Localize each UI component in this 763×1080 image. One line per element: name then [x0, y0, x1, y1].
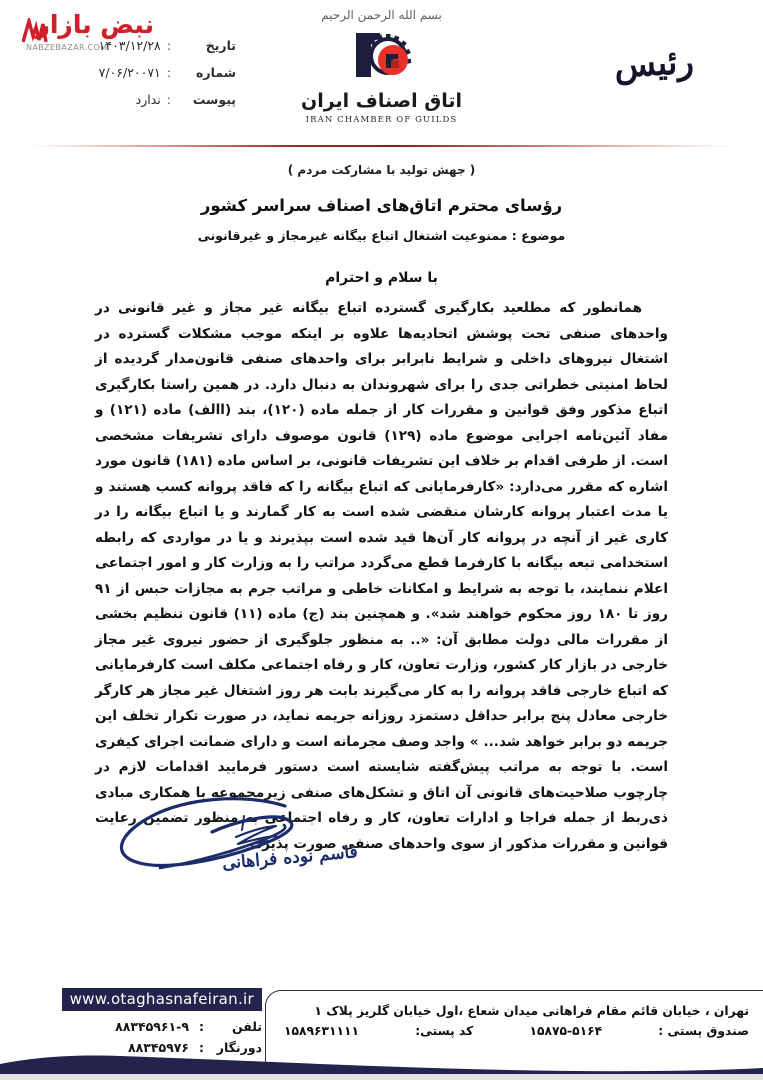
footer-phone-value: ۸۸۳۴۵۹۶۱-۹ [115, 1019, 189, 1034]
signer-name: قاسم نوده فراهانی [221, 842, 359, 874]
watermark-brand: نبض بازار [35, 10, 154, 39]
footer-phone-label: تلفن [231, 1019, 262, 1034]
meta-label-number: شماره [196, 65, 236, 80]
watermark-sub: NABZEBAZAR.COM [26, 43, 108, 52]
letterhead-header [0, 0, 763, 140]
footer-po-box-value: ۱۵۸۷۵-۵۱۶۴ [529, 1024, 603, 1038]
organization-name-fa: اتاق اصناف ایران [300, 90, 463, 112]
bismillah-text: بسم الله الرحمن الرحیم [321, 8, 442, 22]
subject-line: موضوع : ممنوعیت اشتغال اتباع بیگانه غیرمجاز و غیرقانونی [197, 228, 566, 243]
footer-postal-code-value: ۱۵۸۹۶۳۱۱۱۱ [284, 1024, 360, 1038]
meta-colon-date: : [166, 38, 171, 53]
footer-fax-label: دورنگار [216, 1040, 262, 1055]
meta-value-date: ۱۴۰۳/۱۲/۲۸ [98, 38, 161, 53]
letter-body-paragraph: همانطور که مطلعید بکارگیری گسترده اتباع بیگانه غیر مجاز و غیر قانونی در واحدهای صنفی تحت پوشش اتحادیه‌ها علاوه بر اینکه موجب مشکلات گسترده در اشتغال نیروهای داخلی و شرایط نابرابر برای واحدهای صنفی قانون‌مدار گردیده از لحاظ امنیتی خطراتی جدی را برای شهروندان به دنبال دارد. در همین راستا بکارگیری اتباع مذکور وفق قوانین و مقررات کار از جمله ماده (۱۲۰)، بند (االف) ماده (۱۲۱) و مفاد آئین‌نامه اجرایی موضوع ماده (۱۲۹) قانون موصوف دارای تشریفات مشخصی است. از طرفی اقدام بر خلاف این تشریفات قانونی، بر اساس ماده (۱۸۱) قانون مورد اشاره که مقرر می‌دارد: «کارفرمایانی که اتباع بیگانه را که فاقد پروانه کسب هستند و یا مدت اعتبار پروانه کارشان منقضی شده است به کار گمارند و یا اتباع بیگانه را در کاری غیر از آنچه در پروانه کار آن‌ها قید شده است بپذیرند و یا در مواردی که رابطه استخدامی تبعه بیگانه با کارفرما قطع می‌گردد مراتب را به وزارت کار و امور اجتماعی اعلام ننمایند، با توجه به شرایط و امکانات خاطی و مراتب جرم به مجازات حبس از ۹۱ روز تا ۱۸۰ روز محکوم خواهند شد». و همچنین بند (ج) ماده (۱۱) قانون تنظیم بخشی از مقررات مالی دولت مطابق آن: «.. به منظور جلوگیری از حضور نیروی غیر مجاز خارجی در بازار کار کشور، وزارت تعاون، کار و رفاه اجتماعی مکلف است کارفرمایانی که اتباع خارجی فاقد پروانه را به کار می‌گیرند بابت هر روز اشتغال غیر مجاز هر کارگر خارجی معادل پنج برابر حداقل دستمزد روزانه جریمه نماید، در صورت تکرار تخلف این جریمه دو برابر خواهد شد... » واجد وصف مجرمانه است و دارای ضمانت اجرای کیفری است. با توجه به مراتب پیش‌گفته شایسته است دستور فرمایید اقدامات لازم در چارچوب صلاحیت‌های قانونی آن اتاق و تشکل‌های صنفی زیرمجموعه با همکاری مبادی ذی‌ربط از جمله فراجا و ادارات تعاون، کار و رفاه اجتماعی به منظور تضمین رعایت قوانین و مقررات مذکور از سوی واحدهای صنفی صورت پذیرد. [95, 300, 668, 852]
letter-meta [0, 38, 250, 119]
footer-po-box-label: صندوق پستی : [658, 1024, 749, 1038]
letterhead-footer [0, 968, 763, 1080]
website-url[interactable]: www.otaghasnafeiran.ir [62, 988, 262, 1011]
organization-logo-block [267, 6, 497, 125]
meta-colon-attachment: : [166, 92, 171, 107]
sender-role-title: رئیس [613, 41, 695, 87]
footer-postal-code-label: کد پستی: [415, 1024, 474, 1038]
year-slogan: ( جهش تولید با مشارکت مردم ) [287, 163, 476, 177]
footer-contact-block [12, 988, 262, 1058]
meta-value-number: ۷/۰۶/۲۰۰۷۱ [98, 65, 161, 80]
meta-row-number [0, 65, 236, 92]
footer-phone-row: تلفن : ۸۸۳۴۵۹۶۱-۹ [12, 1016, 262, 1037]
meta-colon-number: : [166, 65, 171, 80]
footer-postal-row [284, 1021, 749, 1041]
page-bottom-strip [0, 1074, 763, 1080]
header-divider [28, 145, 735, 147]
addressee-line: رؤسای محترم اتاق‌های اصناف سراسر کشور [200, 196, 563, 215]
meta-row-attachment [0, 92, 236, 119]
meta-value-attachment: ندارد [135, 92, 161, 107]
meta-row-date [0, 38, 236, 65]
meta-label-date: تاریخ [205, 38, 236, 53]
signature-block [0, 788, 763, 900]
chamber-of-guilds-emblem-icon [336, 27, 428, 83]
salutation: با سلام و احترام [325, 270, 438, 286]
letter-body [95, 296, 668, 857]
footer-address-box [265, 990, 763, 1062]
footer-fax-value: ۸۸۳۴۵۹۷۶ [127, 1040, 189, 1055]
organization-name-en: IRAN CHAMBER OF GUILDS [305, 114, 458, 125]
footer-fax-row: دورنگار : ۸۸۳۴۵۹۷۶ [12, 1037, 262, 1058]
meta-label-attachment: پیوست [192, 92, 236, 107]
footer-address: تهران ، خیابان قائم مقام فراهانی میدان شعاع ،اول خیابان گلریز پلاک ۱ [314, 1004, 749, 1018]
handwritten-signature-icon [0, 788, 763, 900]
